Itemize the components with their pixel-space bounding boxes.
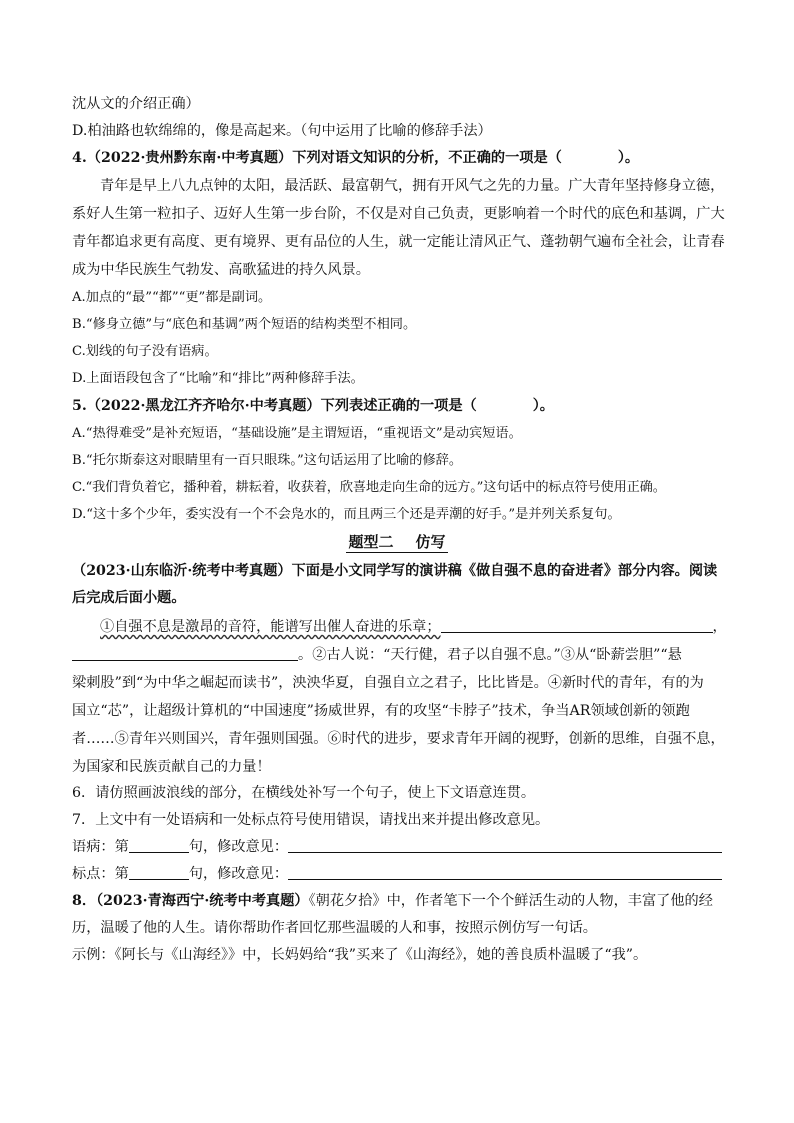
q7-punct-answer-line[interactable] [288, 879, 722, 880]
q4-option-c: C.划线的句子没有语病。 [72, 344, 218, 359]
reading-intro-cont: 后完成后面小题。 [72, 590, 186, 606]
q7-stem: 7．上文中有一处语病和一处标点符号使用错误，请找出来并提出修改意见。 [72, 812, 550, 828]
q5-source: 5.（2022·黑龙江齐齐哈尔·中考真题） [72, 398, 321, 414]
section-name: 仿写 [415, 533, 446, 551]
q4-option-b: B.“修身立德”与“底色和基调”两个短语的结构类型不相同。 [72, 317, 417, 332]
q4-stem-end: ）。 [617, 150, 640, 166]
q5-stem-text: 下列表述正确的一项是（ [320, 398, 477, 414]
q7-grammar-mid: 句，修改意见： [188, 839, 289, 855]
fill-blank-line[interactable] [441, 618, 713, 633]
q5-option-b: B.“托尔斯泰这对眼睛里有一百只眼珠。”这句话运用了比喻的修辞。 [72, 453, 463, 468]
q4-source: 4.（2022·贵州黔东南·中考真题） [72, 150, 293, 166]
reading-paragraph-line2 [72, 645, 722, 665]
reading-comma: ， [712, 619, 727, 635]
q5-stem-end: ）。 [532, 398, 554, 414]
q7-grammar-answer-line[interactable] [288, 852, 722, 853]
q3-tail: 沈从文的介绍正确） [72, 96, 200, 112]
reading-paragraph-line5: 者……⑤青年兴则国兴，青年强则国强。⑥时代的进步，要求青年开阔的视野，创新的思维，自强不息， [72, 731, 725, 747]
q7-row-grammar [72, 837, 722, 857]
reading-paragraph-line6: 为国家和民族贡献自己的力量！ [72, 759, 271, 775]
reading-line2-tail: 。②古人说：“天行健，君子以自强不息。”③从“卧薪尝胆”“悬 [298, 647, 682, 663]
q8-line2: 历，温暖了他的人生。请你帮助作者回忆那些温暖的人和事，按照示例仿写一句话。 [72, 920, 597, 936]
q7-punct-label: 标点：第 [72, 866, 129, 882]
q7-grammar-label: 语病：第 [72, 839, 129, 855]
q8-source: 8．（2023·青海西宁·统考中考真题） [72, 893, 309, 909]
reading-paragraph-line4: 国立“芯”，让超级计算机的“中国速度”扬威世界，有的攻坚“卡脖子”技术，争当AR领域创新的领跑 [72, 703, 690, 719]
reading-paragraph-line1 [100, 617, 727, 637]
q4-passage-line: 青年是早上八九点钟的太阳，最活跃、最富朝气，拥有开风气之先的力量。广大青年坚持修身立德， [100, 178, 725, 194]
q4-option-d: D.上面语段包含了“比喻”和“排比”两种修辞手法。 [72, 371, 364, 386]
q7-row-punctuation [72, 864, 722, 884]
q4-stem [72, 148, 722, 168]
q4-stem-text: 下列对语文知识的分析，不正确的一项是（ [292, 150, 562, 166]
q5-stem [72, 396, 722, 416]
section-title [0, 532, 794, 552]
q3-option-d: D.柏油路也软绵绵的，像是高起来。（句中运用了比喻的修辞手法） [72, 123, 492, 139]
fill-blank-line-cont[interactable] [72, 646, 298, 661]
q5-option-a: A.“热得难受”是补充短语，“基础设施”是主谓短语，“重视语文”是动宾短语。 [72, 426, 522, 441]
q8-example: 示例：《阿长与《山海经》》中，长妈妈给“我”买来了《山海经》，她的善良质朴温暖了“我”。 [72, 947, 648, 963]
q4-passage-line: 青年都追求更有高度、更有境界、更有品位的人生，就一定能让清风正气、蓬勃朝气遍布全社会，让青春 [72, 234, 725, 250]
q5-option-c: C.“我们背负着它，播种着，耕耘着，收获着，欣喜地走向生命的远方。”这句话中的标点符号使用正确。 [72, 480, 666, 495]
q7-punct-mid: 句，修改意见： [188, 866, 289, 882]
q4-option-a: A.加点的“最”“都”“更”都是副词。 [72, 290, 272, 305]
q8-stem [72, 891, 722, 911]
q4-passage-line: 成为中华民族生气勃发、高歌猛进的持久风景。 [72, 262, 370, 278]
q7-grammar-sentence-blank[interactable] [129, 838, 189, 853]
q8-line1: 《朝花夕拾》中，作者笔下一个个鲜活生动的人物，丰富了他的经 [308, 893, 713, 909]
reading-intro: （2023·山东临沂·统考中考真题）下面是小文同学写的演讲稿《做自强不息的奋进者》部分内容。阅读 [72, 563, 718, 579]
q7-punct-sentence-blank[interactable] [129, 865, 189, 880]
reading-paragraph-line3: 梁刺股”到“为中华之崛起而读书”，泱泱华夏，自强自立之君子，比比皆是。④新时代的青年，有的为 [72, 675, 704, 691]
wavy-underlined-sentence: ①自强不息是激昂的音符，能谱写出催人奋进的乐章； [100, 619, 441, 635]
section-label: 题型二 [348, 533, 394, 551]
q6-stem: 6．请仿照画波浪线的部分，在横线处补写一个句子，使上下文语意连贯。 [72, 785, 536, 801]
q5-option-d: D.“这十多个少年，委实没有一个不会凫水的，而且两三个还是弄潮的好手。”是并列关系复句。 [72, 507, 621, 522]
q4-passage-line: 系好人生第一粒扣子、迈好人生第一步台阶，不仅是对自己负责，更影响着一个时代的底色和基调，广大 [72, 206, 725, 222]
